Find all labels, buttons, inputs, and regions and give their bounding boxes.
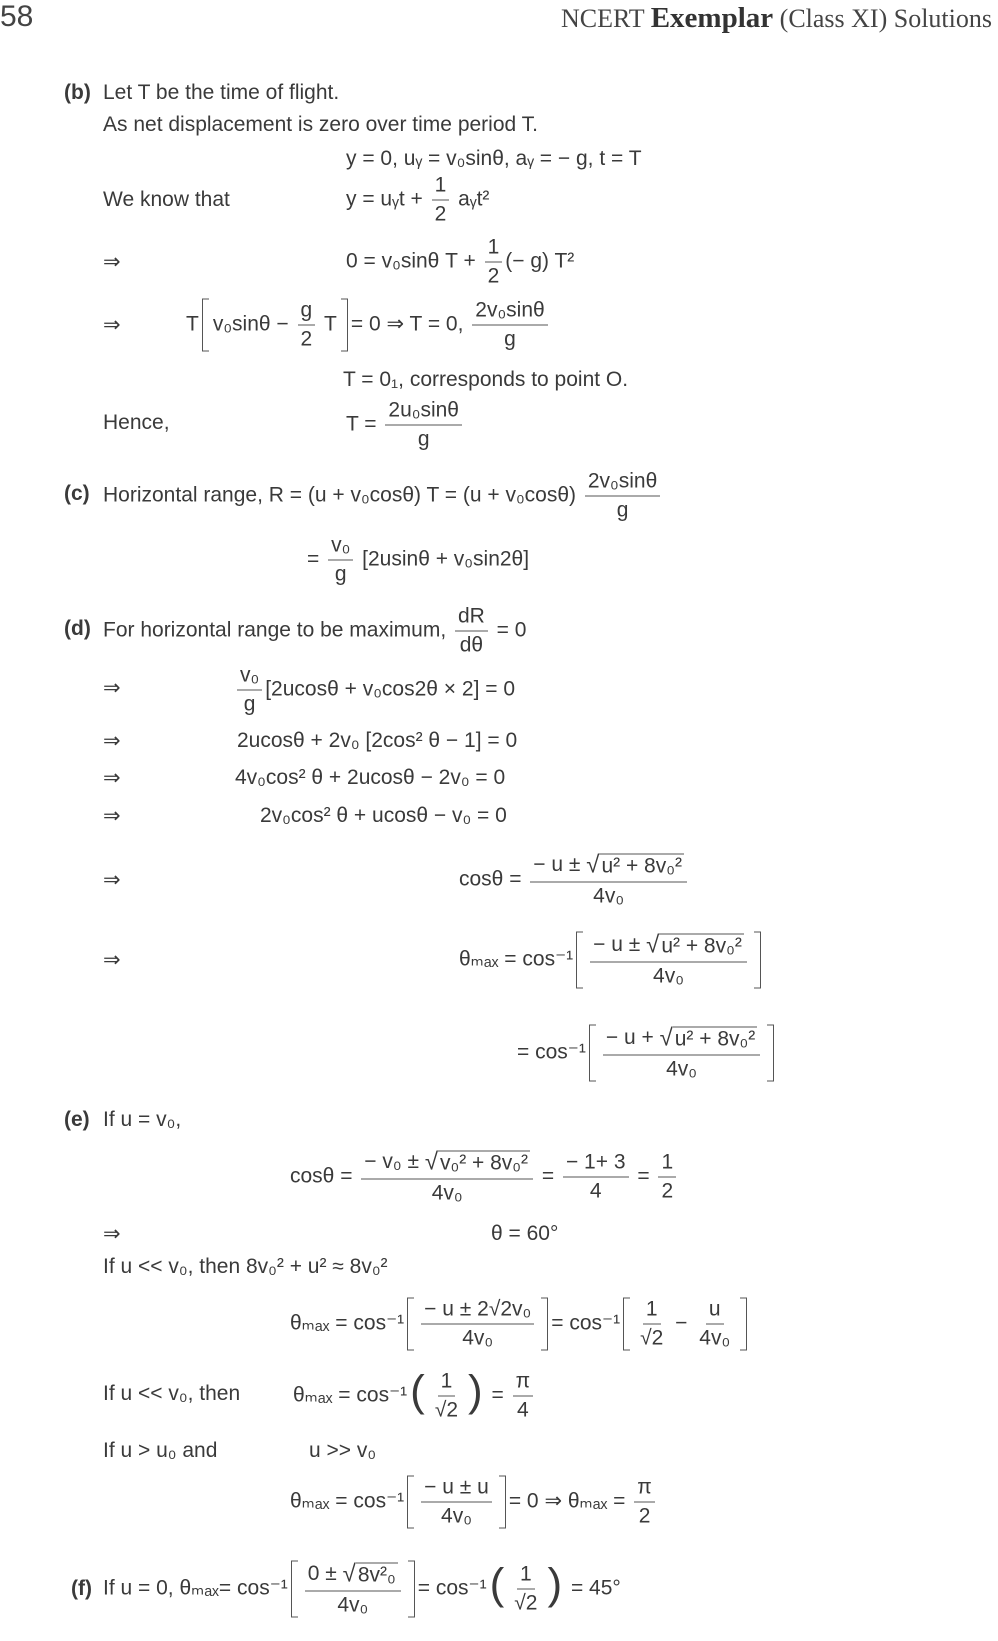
fraction [432, 1370, 461, 1423]
numerator [634, 1476, 655, 1503]
math-text: aᵧt² [452, 187, 490, 211]
math-text: − u ± [533, 853, 587, 877]
denominator [590, 883, 627, 909]
right-bracket: ) [468, 1366, 483, 1416]
math-text: dθ [459, 633, 484, 657]
bracket-content [418, 1298, 537, 1351]
left-bracket [589, 1025, 596, 1082]
right-bracket [740, 1298, 747, 1351]
brackets [623, 1298, 747, 1351]
fraction [298, 299, 316, 352]
numerator [385, 399, 462, 426]
right-bracket [499, 1476, 506, 1529]
math-text: θₘₐₓ = cos⁻¹ [290, 1489, 405, 1513]
math-text: θₘₐₓ = cos⁻¹ [459, 947, 574, 971]
right-bracket [767, 1025, 774, 1082]
equation [235, 766, 505, 790]
math-text: π [515, 1369, 531, 1393]
radicand [356, 1563, 398, 1587]
math-text: = 0 ⇒ T = 0, [350, 312, 470, 336]
text-line: Hence, [103, 411, 170, 434]
bracket-content [634, 1298, 736, 1351]
numerator [421, 1298, 534, 1325]
denominator [459, 1325, 496, 1351]
math-text: (− g) T² [505, 249, 575, 273]
implies-symbol: ⇒ [103, 1222, 121, 1246]
math-text: u [708, 1297, 721, 1321]
brackets [291, 1561, 415, 1618]
math-text: g [300, 298, 313, 322]
denominator [332, 561, 350, 587]
math-text: 1 [645, 1297, 658, 1321]
equation [307, 534, 529, 587]
math-text: θ = 60° [491, 1222, 559, 1245]
equation [103, 605, 526, 658]
math-text: u >> v₀ [309, 1439, 377, 1462]
text-line: If u << v₀, then [103, 1382, 241, 1405]
header-title-bold: Exemplar [650, 2, 774, 34]
denominator [650, 963, 687, 989]
numerator [432, 174, 450, 201]
math-text: T = [346, 412, 383, 436]
left-bracket [576, 932, 583, 989]
math-text: g [334, 562, 347, 586]
radical-sign: √ [646, 931, 660, 959]
denominator [432, 201, 450, 227]
numerator [563, 1151, 629, 1178]
page-number: 58 [0, 0, 34, 33]
equation [346, 147, 642, 171]
radicand [438, 1151, 530, 1175]
left-bracket [202, 299, 209, 352]
math-text: T [318, 312, 337, 336]
math-text: If u = 0, θₘₐₓ= cos⁻¹ [103, 1576, 288, 1600]
radical-sign: √ [342, 1560, 356, 1588]
math-text: 2v₀cos² θ + ucosθ − v₀ = 0 [260, 804, 507, 827]
math-text: − v₀ ± [364, 1150, 425, 1174]
fraction [237, 664, 262, 717]
fraction [455, 605, 488, 658]
math-text: 2v₀sinθ [475, 298, 545, 322]
left-bracket: ( [410, 1366, 425, 1416]
fraction [485, 236, 503, 289]
implies-symbol: ⇒ [103, 250, 121, 274]
bracket-content [600, 1025, 763, 1082]
math-text: [2usinθ + v₀sin2θ] [356, 547, 530, 571]
math-text: − u ± u [424, 1475, 489, 1499]
math-text: = [536, 1164, 560, 1188]
radicand [673, 1027, 758, 1051]
math-text: 2 [638, 1504, 651, 1528]
fraction [530, 852, 687, 909]
math-text: = [631, 1164, 656, 1188]
math-text: Horizontal range, R = (u + v₀cosθ) T = (u + v₀cosθ) [103, 483, 582, 507]
denominator [415, 426, 433, 452]
equation [346, 174, 489, 227]
square-root [660, 1025, 758, 1053]
numerator [237, 664, 262, 691]
math-text: 0 ± [307, 1562, 343, 1586]
math-text: 4v₀ [699, 1326, 731, 1350]
math-text: √2 [434, 1398, 459, 1422]
equation [346, 236, 574, 289]
square-root [586, 852, 684, 880]
fraction [563, 1151, 629, 1204]
implies-symbol: ⇒ [103, 676, 121, 700]
brackets [202, 299, 348, 352]
fraction [696, 1298, 733, 1351]
right-bracket [341, 299, 348, 352]
right-bracket [541, 1298, 548, 1351]
math-text: [2ucosθ + v₀cos2θ × 2] = 0 [265, 677, 516, 701]
math-text: − u ± [593, 933, 647, 957]
fraction [328, 534, 353, 587]
text-line: If u << v₀, then 8v₀² + u² ≈ 8v₀² [103, 1255, 388, 1278]
math-text: v₀ [240, 663, 260, 687]
numerator [485, 236, 503, 263]
denominator [658, 1178, 676, 1204]
math-text: 1 [487, 235, 500, 259]
numerator [603, 1025, 760, 1056]
math-text: = 0 ⇒ θₘₐₓ = [508, 1489, 632, 1513]
implies-symbol: ⇒ [103, 868, 121, 892]
numerator [361, 1149, 533, 1180]
denominator [334, 1592, 371, 1618]
running-header [561, 2, 992, 35]
math-text: u² + 8v₀² [661, 934, 742, 958]
equation [346, 399, 465, 452]
text-line: If u = v₀, [103, 1108, 182, 1131]
fraction [421, 1298, 534, 1351]
math-text: dR [457, 604, 485, 628]
numerator [455, 605, 488, 632]
equation [459, 852, 690, 909]
math-text: For horizontal range to be maximum, [103, 618, 452, 642]
part-f-label: (f) [71, 1577, 92, 1600]
square-root [425, 1149, 530, 1177]
part-b-label: (b) [64, 81, 91, 104]
math-text: = cos⁻¹ [417, 1576, 487, 1600]
fraction [432, 174, 450, 227]
part-e-label: (e) [64, 1108, 90, 1131]
fraction [513, 1370, 534, 1423]
math-text: v₀sinθ − [212, 312, 295, 336]
math-text: = [485, 1383, 510, 1407]
fraction [421, 1476, 492, 1529]
math-text: 2 [434, 202, 447, 226]
equation [237, 729, 517, 753]
radicand [599, 854, 684, 878]
fraction [472, 299, 547, 352]
right-bracket: ) [547, 1559, 563, 1609]
math-text: g [616, 498, 629, 522]
math-text: 4v₀ [653, 964, 684, 988]
fraction [634, 1476, 655, 1529]
equation [517, 1025, 777, 1082]
equation [290, 1298, 750, 1351]
parentheses [410, 1366, 483, 1423]
math-text: √2 [640, 1326, 664, 1350]
math-text: T [186, 312, 199, 336]
math-text: 4 [517, 1398, 529, 1422]
math-text: 4v₀ [337, 1593, 369, 1617]
math-text: u² + 8v₀² [601, 854, 682, 878]
math-text: y = uᵧt + [346, 187, 429, 211]
right-bracket [754, 932, 761, 989]
fraction [361, 1149, 533, 1206]
fraction [637, 1298, 666, 1351]
left-bracket [623, 1298, 630, 1351]
part-c-label: (c) [64, 482, 90, 505]
equation [309, 1439, 376, 1463]
math-text: 0 = v₀sinθ T + [346, 249, 482, 273]
denominator [511, 1590, 540, 1616]
math-text: y = 0, uᵧ = v₀sinθ, aᵧ = − g, t = T [346, 147, 642, 170]
implies-symbol: ⇒ [103, 729, 121, 753]
math-text: = cos⁻¹ [551, 1311, 621, 1335]
numerator [643, 1298, 661, 1325]
math-text: 1 [520, 1562, 532, 1586]
denominator [501, 326, 519, 352]
math-text: cosθ = [290, 1164, 359, 1188]
denominator [438, 1503, 475, 1529]
right-bracket [408, 1561, 415, 1618]
fraction [385, 399, 462, 452]
left-bracket [407, 1298, 414, 1351]
equation [290, 1476, 658, 1529]
denominator [485, 263, 503, 289]
equation [260, 804, 507, 828]
math-text: 4v₀ [431, 1181, 463, 1205]
fraction [305, 1561, 401, 1618]
equation [234, 664, 515, 717]
radical-sign: √ [424, 1148, 438, 1176]
math-text: = 0 [490, 618, 527, 642]
numerator [438, 1370, 456, 1397]
numerator [305, 1561, 401, 1592]
math-text: v₀ [331, 533, 351, 557]
math-text: 4v₀ [666, 1057, 697, 1081]
radicand [659, 934, 744, 958]
implies-symbol: ⇒ [103, 313, 121, 337]
math-text: 4v₀ [441, 1504, 472, 1528]
left-bracket [291, 1561, 298, 1618]
parentheses [489, 1559, 563, 1616]
math-text: = cos⁻¹ [517, 1040, 586, 1064]
left-bracket [407, 1476, 414, 1529]
bracket-content [587, 932, 750, 989]
denominator [696, 1325, 733, 1351]
math-text: = 45° [565, 1576, 621, 1600]
math-text: 2 [487, 264, 500, 288]
math-text: − u + [605, 1026, 660, 1050]
text-line: We know that [103, 188, 230, 211]
math-text: 4v₀cos² θ + 2ucosθ − 2v₀ = 0 [235, 766, 506, 789]
implies-symbol: ⇒ [103, 948, 121, 972]
denominator [429, 1180, 466, 1206]
numerator [706, 1298, 724, 1325]
denominator [514, 1397, 532, 1423]
square-root [646, 932, 744, 960]
math-text: cosθ = [459, 867, 528, 891]
fraction [585, 470, 660, 523]
text-line: Let T be the time of flight. [103, 81, 340, 104]
radical-sign: √ [586, 851, 600, 879]
equation [293, 1366, 536, 1423]
math-text: 2u₀sinθ [388, 398, 459, 422]
implies-symbol: ⇒ [103, 804, 121, 828]
math-text: θₘₐₓ = cos⁻¹ [290, 1311, 405, 1335]
numerator [585, 470, 660, 497]
math-text: 2v₀sinθ [587, 469, 658, 493]
denominator [663, 1056, 700, 1082]
numerator [472, 299, 547, 326]
numerator [517, 1563, 535, 1590]
math-text: π [637, 1475, 652, 1499]
math-text: − u ± 2√2v₀ [424, 1297, 532, 1321]
brackets [589, 1025, 774, 1082]
math-text: 1 [661, 1150, 674, 1174]
math-text: 1 [440, 1369, 453, 1393]
math-text: g [504, 327, 516, 351]
math-text: 2 [661, 1179, 674, 1203]
denominator [241, 691, 259, 717]
denominator [637, 1325, 666, 1351]
text-line: As net displacement is zero over time period T. [103, 113, 538, 136]
math-text: u² + 8v₀² [674, 1027, 756, 1051]
numerator [328, 534, 353, 561]
math-text: 4v₀ [593, 884, 625, 908]
implies-symbol: ⇒ [103, 766, 121, 790]
header-title-pre: NCERT [561, 4, 651, 33]
bracket-content [508, 1563, 543, 1616]
square-root [343, 1561, 398, 1589]
equation [491, 1222, 558, 1246]
equation [186, 299, 551, 352]
numerator [513, 1370, 534, 1397]
math-text: 4 [589, 1179, 602, 1203]
denominator [614, 497, 632, 523]
math-text: g [417, 427, 430, 451]
denominator [298, 326, 316, 352]
denominator [432, 1397, 461, 1423]
math-text: 8v²₀ [357, 1563, 396, 1587]
text-line: T = 0₁, corresponds to point O. [343, 368, 629, 391]
fraction [590, 932, 747, 989]
text-line: If u > u₀ and [103, 1439, 218, 1462]
brackets [407, 1298, 548, 1351]
bracket-content [213, 299, 337, 352]
math-text: g [243, 692, 256, 716]
math-text: − [669, 1311, 694, 1335]
math-text: 2 [300, 327, 313, 351]
math-text: 4v₀ [462, 1326, 494, 1350]
math-text: = [307, 547, 326, 571]
part-d-label: (d) [64, 617, 91, 640]
fraction [658, 1151, 676, 1204]
math-text: 2ucosθ + 2v₀ [2cos² θ − 1] = 0 [237, 729, 518, 752]
fraction [511, 1563, 540, 1616]
numerator [298, 299, 316, 326]
brackets [576, 932, 761, 989]
left-bracket: ( [489, 1559, 505, 1609]
denominator [636, 1503, 654, 1529]
math-text: v₀² + 8v₀² [439, 1151, 529, 1175]
math-text: 1 [434, 173, 447, 197]
header-title-post: (Class XI) Solutions [773, 4, 992, 33]
fraction [603, 1025, 760, 1082]
equation [459, 932, 764, 989]
math-text: θₘₐₓ = cos⁻¹ [293, 1383, 408, 1407]
math-text: √2 [514, 1591, 538, 1615]
bracket-content [429, 1370, 464, 1423]
numerator [658, 1151, 676, 1178]
brackets [407, 1476, 506, 1529]
denominator [587, 1178, 605, 1204]
numerator [421, 1476, 492, 1503]
numerator [530, 852, 687, 883]
denominator [457, 632, 486, 658]
bracket-content [302, 1561, 404, 1618]
bracket-content [418, 1476, 495, 1529]
math-text: − 1+ 3 [565, 1150, 626, 1174]
equation [103, 1561, 621, 1618]
equation [290, 1149, 679, 1206]
equation [103, 470, 663, 523]
numerator [590, 932, 747, 963]
radical-sign: √ [659, 1024, 673, 1052]
